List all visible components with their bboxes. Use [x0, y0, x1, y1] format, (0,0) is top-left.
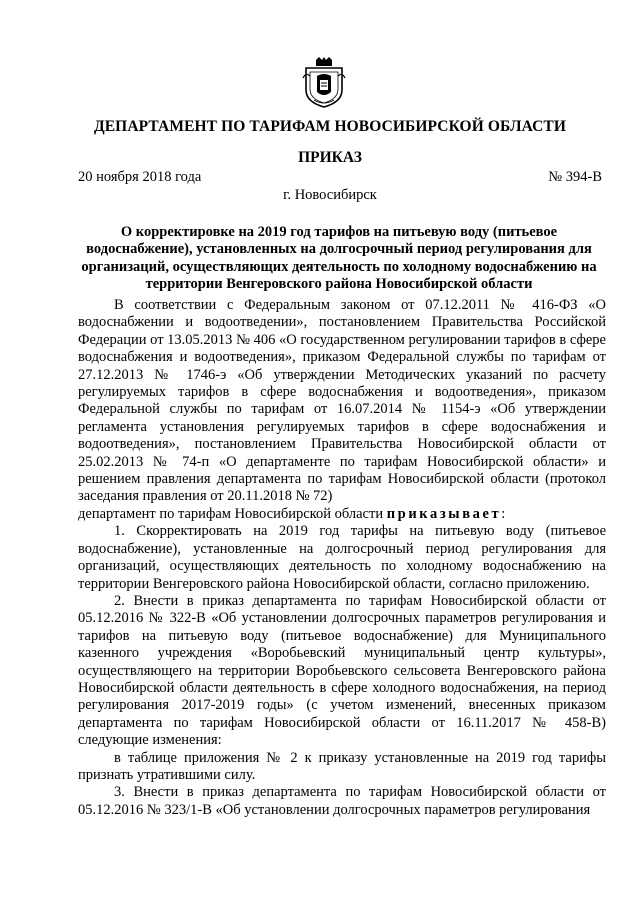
orders-keyword: приказывает	[386, 505, 502, 522]
orders-lead-text: департамент по тарифам Новосибирской области	[78, 505, 387, 522]
order-subject: О корректировке на 2019 год тарифов на питьевую воду (питьевое водоснабжение), установленных на долгосрочный период регулирования для организаций, осуществляющих деятельность по холодному водоснабжению на территории Венгеровского района Новосибирской области	[81, 224, 597, 293]
order-date: 20 ноября 2018 года	[78, 169, 202, 185]
item-2-sub-paragraph: в таблице приложения № 2 к приказу установленные на 2019 год тарифы признать утратившими силу.	[78, 749, 606, 783]
orders-paragraph	[78, 506, 606, 523]
preamble-paragraph: В соответствии с Федеральным законом от 07.12.2011 № 416-ФЗ «О водоснабжении и водоотведении», постановлением Правительства Российской Федерации от 13.05.2013 № 406 «О государственном регулировании тарифов в сфере водоснабжения и водоотведения», приказом Федеральной службы по тарифам от 27.12.2013 № 1746-э «Об утверждении Методических указаний по расчету регулируемых тарифов в сфере водоснабжения и водоотведения», приказом Федеральной службы по тарифам от 16.07.2014 № 1154-э «Об утверждении регламента установления регулируемых тарифов в сфере водоснабжения и водоотведения», постановлением Правительства Новосибирской области от 25.02.2013 № 74-п «О департаменте по тарифам Новосибирской области» и решением правления департамента по тарифам Новосибирской области (протокол заседания правления от 20.11.2018 № 72)	[78, 297, 606, 505]
item-3-paragraph: 3. Внести в приказ департамента по тарифам Новосибирской области от 05.12.2016 № 323/1-В «Об установлении долгосрочных параметров регулирования	[78, 784, 606, 818]
order-city: г. Новосибирск	[283, 187, 377, 203]
order-number: № 394-В	[548, 169, 602, 185]
orders-colon: :	[501, 505, 506, 522]
coat-of-arms-icon	[302, 56, 346, 108]
order-title: ПРИКАЗ	[298, 149, 362, 166]
order-body	[78, 297, 606, 819]
department-title: ДЕПАРТАМЕНТ ПО ТАРИФАМ НОВОСИБИРСКОЙ ОБЛАСТИ	[93, 118, 567, 135]
item-2-paragraph: 2. Внести в приказ департамента по тарифам Новосибирской области от 05.12.2016 № 322-В «Об установлении долгосрочных параметров регулирования и тарифов на питьевую воду (питьевое водоснабжение) для Муниципального казенного учреждения «Воробьевский муниципальный центр культуры», осуществляющего на территории Воробьевского сельсовета Венгеровского района Новосибирской области деятельность в сфере холодного водоснабжения, на период регулирования 2017-2019 годы» (с учетом изменений, внесенных приказом департамента по тарифам Новосибирской области от 16.11.2017 № 458-В) следующие изменения:	[78, 592, 606, 749]
item-1-paragraph: 1. Скорректировать на 2019 год тарифы на питьевую воду (питьевое водоснабжение), установленные на долгосрочный период регулирования для организаций, осуществляющих деятельность по холодному водоснабжению на территории Венгеровского района Новосибирской области, согласно приложению.	[78, 523, 606, 592]
